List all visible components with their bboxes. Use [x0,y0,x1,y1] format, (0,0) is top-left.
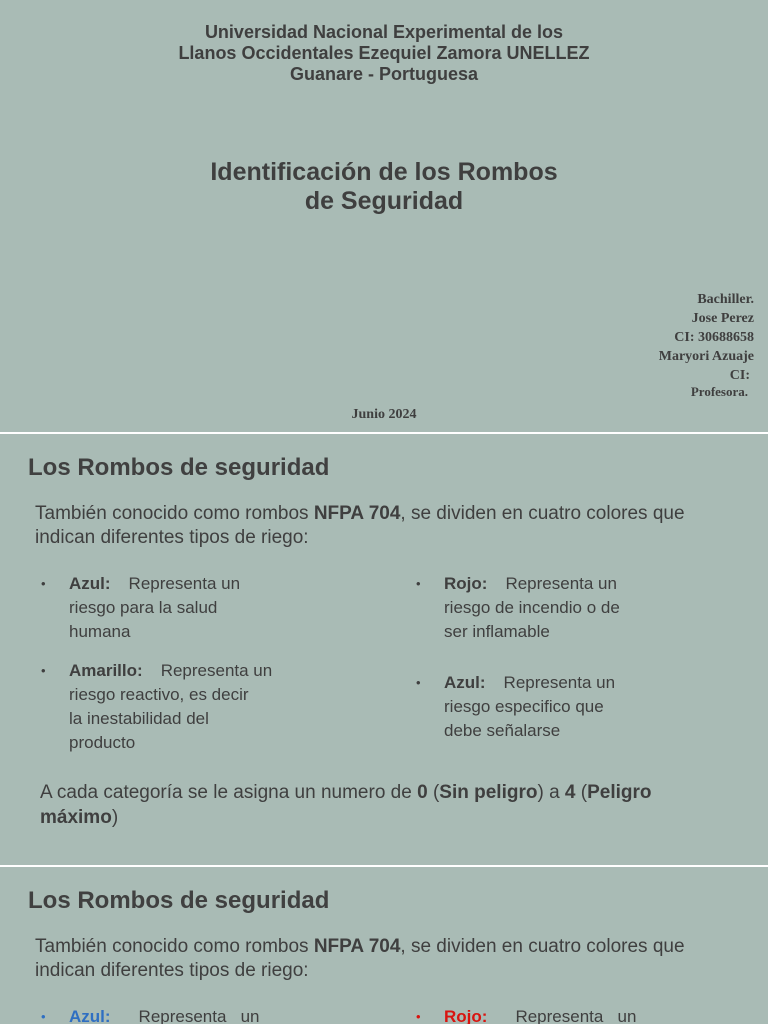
bullet-dot: • [41,663,46,678]
bullet-dot: • [416,675,421,690]
intro-text: También conocido como rombos [35,936,314,957]
closing-emphasis: 4 [564,782,576,803]
bullet-amarillo [41,659,329,755]
closing-text: A cada categoría se le asigna un numero de [40,782,418,803]
closing-paragraph [40,780,730,830]
bullet-text: Representa un [503,673,616,692]
closing-emphasis: Sin peligro [439,782,538,803]
bullet-name: Amarillo: [69,661,143,680]
author-role: Bachiller. [697,292,754,307]
bullet-text: Representa un [138,1007,260,1024]
content-slide [0,434,768,865]
bullet-text: ser inflamable [444,622,550,641]
bullet-text: Representa un [515,1007,637,1024]
bullet-name: Azul: [444,673,486,692]
bullet-dot: • [416,576,421,591]
bullet-text: la inestabilidad del [69,709,209,728]
institution-header [0,22,768,85]
intro-text: , se dividen en cuatro colores que indican diferentes tipos de riego: [35,503,685,548]
intro-text: , se dividen en cuatro colores que indican diferentes tipos de riego: [35,936,685,981]
closing-text: ) [111,807,119,828]
intro-emphasis: NFPA 704 [313,936,401,957]
bullet-text: riesgo reactivo, es decir [69,685,249,704]
presentation-date: Junio 2024 [351,407,417,422]
bullet-text: Representa un [160,661,273,680]
bullet-dot: • [41,1009,46,1024]
institution-line: Universidad Nacional Experimental de los [204,22,564,42]
bullet-text: riesgo para la salud [69,598,218,617]
bullet-dot: • [41,576,46,591]
slide-heading: Los Rombos de seguridad [28,887,330,914]
bullet-text: debe señalarse [444,721,561,740]
institution-line: Guanare - Portuguesa [289,64,479,84]
closing-text: ) a [537,782,565,803]
bullet-rojo [416,572,704,644]
intro-emphasis: NFPA 704 [313,503,401,524]
bullet-text: riesgo especifico que [444,697,604,716]
closing-text: ( [575,782,588,803]
intro-paragraph [35,502,735,550]
bullet-name: Rojo: [444,574,488,593]
student-ci: CI: 30688658 [674,330,754,345]
teacher-role: Profesora. [690,384,748,399]
institution-line: Llanos Occidentales Ezequiel Zamora UNELLEZ [178,43,590,63]
bullet-text: humana [69,622,131,641]
title-line: de Seguridad [304,187,464,215]
content-slide [0,867,768,1024]
bullet-text: riesgo de incendio o de [444,598,620,617]
bullet-azul-salud [41,1005,329,1024]
presentation-title [0,158,768,216]
bullet-name: Azul: [69,1007,111,1024]
closing-text: ( [427,782,440,803]
bullet-azul-especifico [416,671,704,743]
teacher-ci: CI: [729,368,750,383]
bullet-text: Representa un [128,574,241,593]
title-slide [0,0,768,432]
bullet-text: producto [69,733,136,752]
closing-emphasis: Peligro máximo [40,782,652,828]
slide-heading: Los Rombos de seguridad [28,454,330,481]
bullet-text: Representa un [505,574,617,593]
authors-block [659,290,754,399]
bullet-name: Azul: [69,574,111,593]
student-name: Jose Perez [691,311,754,326]
closing-emphasis: 0 [417,782,428,803]
teacher-name: Maryori Azuaje [658,349,754,364]
intro-paragraph [35,935,735,983]
bullet-dot: • [416,1009,421,1024]
bullet-rojo [416,1005,704,1024]
bullet-azul-salud [41,572,309,644]
title-line: Identificación de los Rombos [210,158,558,186]
bullet-name: Rojo: [444,1007,488,1024]
intro-text: También conocido como rombos [35,503,314,524]
